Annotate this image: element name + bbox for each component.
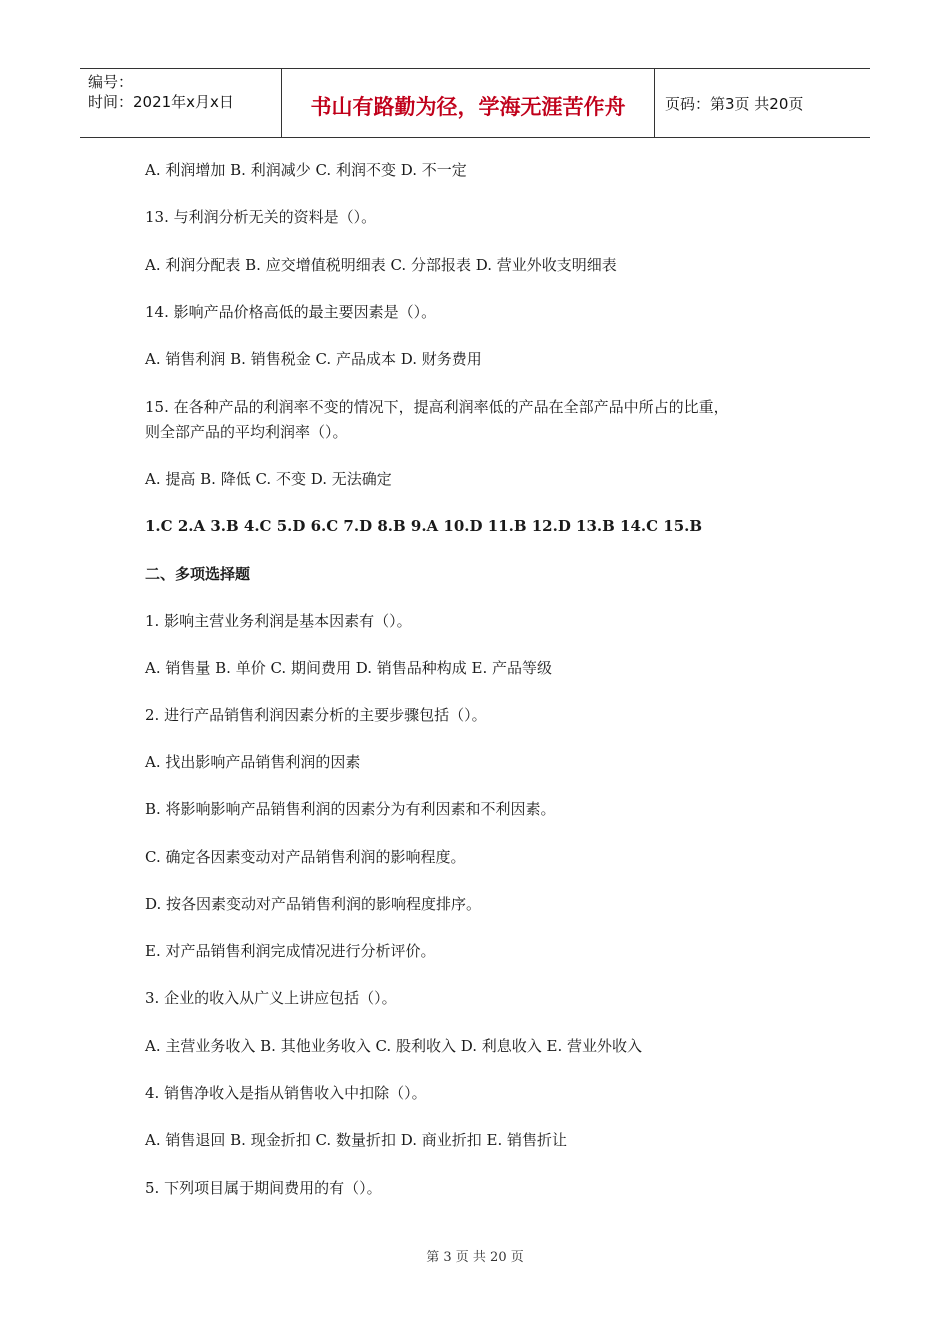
motto-text: 书山有路勤为径，学海无涯苦作舟 xyxy=(310,95,626,119)
question-14: 14. 影响产品价格高低的最主要因素是（）。 xyxy=(145,303,437,321)
header-page-info: 页码：第3页 共20页 xyxy=(665,95,804,113)
text-line: A. 销售利润 B. 销售税金 C. 产品成本 D. 财务费用 xyxy=(145,350,482,368)
header-left-cell xyxy=(80,69,282,137)
question-13: 13. 与利润分析无关的资料是（）。 xyxy=(145,208,377,226)
multi-question-2: 2. 进行产品销售利润因素分析的主要步骤包括（）。 xyxy=(145,706,487,724)
text-line: E. 对产品销售利润完成情况进行分析评价。 xyxy=(145,942,436,960)
text-line: A. 销售退回 B. 现金折扣 C. 数量折扣 D. 商业折扣 E. 销售折让 xyxy=(145,1131,567,1149)
page-footer: 第 3 页 共 20 页 xyxy=(426,1250,524,1265)
number-label: 编号： xyxy=(88,73,134,91)
text-line: A. 提高 B. 降低 C. 不变 D. 无法确定 xyxy=(145,470,392,488)
text-line: A. 利润分配表 B. 应交增值税明细表 C. 分部报表 D. 营业外收支明细表 xyxy=(145,256,617,274)
section-heading: 二、多项选择题 xyxy=(145,565,251,583)
header-middle-cell xyxy=(282,69,655,137)
header-right-cell xyxy=(655,69,870,137)
question-15-cont: 则全部产品的平均利润率（）。 xyxy=(145,423,348,441)
time-label: 时间：2021年x月x日 xyxy=(88,93,234,111)
text-line: C. 确定各因素变动对产品销售利润的影响程度。 xyxy=(145,848,466,866)
multi-question-4: 4. 销售净收入是指从销售收入中扣除（）。 xyxy=(145,1084,427,1102)
text-line: A. 销售量 B. 单价 C. 期间费用 D. 销售品种构成 E. 产品等级 xyxy=(145,659,552,677)
multi-question-3: 3. 企业的收入从广义上讲应包括（）。 xyxy=(145,989,397,1007)
page-header xyxy=(80,68,870,138)
text-line: D. 按各因素变动对产品销售利润的影响程度排序。 xyxy=(145,895,482,913)
text-line: B. 将影响影响产品销售利润的因素分为有利因素和不利因素。 xyxy=(145,800,556,818)
multi-question-5: 5. 下列项目属于期间费用的有（）。 xyxy=(145,1179,382,1197)
text-line: A. 利润增加 B. 利润减少 C. 利润不变 D. 不一定 xyxy=(145,161,467,179)
text-line: A. 主营业务收入 B. 其他业务收入 C. 股利收入 D. 利息收入 E. 营业外收入 xyxy=(145,1037,642,1055)
question-15: 15. 在各种产品的利润率不变的情况下，提高利润率低的产品在全部产品中所占的比重， xyxy=(145,398,729,416)
text-line: A. 找出影响产品销售利润的因素 xyxy=(145,753,361,771)
answer-key: 1.C 2.A 3.B 4.C 5.D 6.C 7.D 8.B 9.A 10.D 11.B 12.D 13.B 14.C 15.B xyxy=(145,517,703,535)
multi-question-1: 1. 影响主营业务利润是基本因素有（）。 xyxy=(145,612,412,630)
